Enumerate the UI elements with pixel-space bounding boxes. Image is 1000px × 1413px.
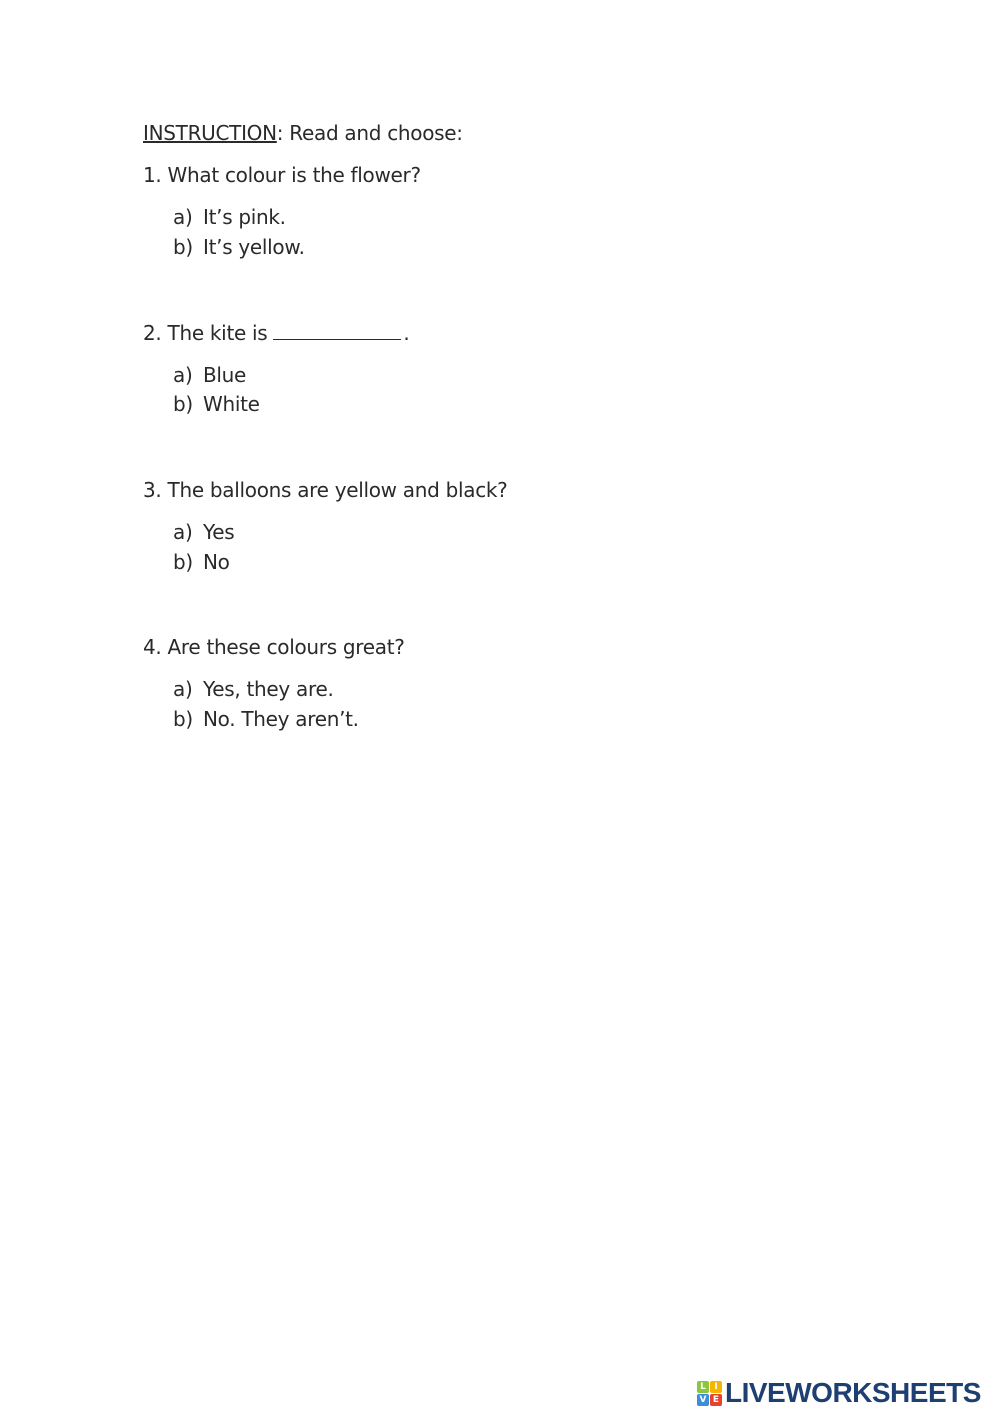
question-2 <box>143 321 409 345</box>
instruction-line <box>143 121 463 145</box>
option-text: It’s yellow. <box>203 235 305 259</box>
question-number: 3. <box>143 478 162 502</box>
badge-letter: V <box>697 1394 709 1406</box>
question-1 <box>143 163 421 187</box>
option-letter: a) <box>173 363 193 387</box>
question-number: 4. <box>143 635 162 659</box>
instruction-text: : Read and choose: <box>276 121 463 145</box>
question-4 <box>143 635 405 659</box>
option-text: White <box>203 392 260 416</box>
live-badge-icon <box>697 1381 722 1406</box>
option-text: Yes <box>203 520 235 544</box>
badge-letter: L <box>697 1381 709 1393</box>
option-letter: b) <box>173 707 193 731</box>
option-letter: b) <box>173 235 193 259</box>
option-text: No <box>203 550 230 574</box>
option-letter: a) <box>173 677 193 701</box>
question-text: What colour is the flower? <box>167 163 421 187</box>
option-text: Blue <box>203 363 247 387</box>
logo-text: LIVEWORKSHEETS <box>725 1377 981 1408</box>
badge-letter: I <box>710 1381 722 1393</box>
question-text: The kite is <box>167 321 268 345</box>
question-number: 1. <box>143 163 162 187</box>
option-text: Yes, they are. <box>203 677 334 701</box>
liveworksheets-logo <box>697 1379 981 1407</box>
badge-letter: E <box>710 1394 722 1406</box>
instruction-label: INSTRUCTION <box>143 121 277 145</box>
option-letter: a) <box>173 205 193 229</box>
answer-blank[interactable] <box>273 321 401 340</box>
option-letter: a) <box>173 520 193 544</box>
question-number: 2. <box>143 321 162 345</box>
question-3 <box>143 478 507 502</box>
question-suffix: . <box>403 321 410 345</box>
option-letter: b) <box>173 550 193 574</box>
option-text: No. They aren’t. <box>203 707 359 731</box>
option-letter: b) <box>173 392 193 416</box>
option-text: It’s pink. <box>203 205 286 229</box>
question-text: The balloons are yellow and black? <box>167 478 508 502</box>
question-text: Are these colours great? <box>167 635 405 659</box>
